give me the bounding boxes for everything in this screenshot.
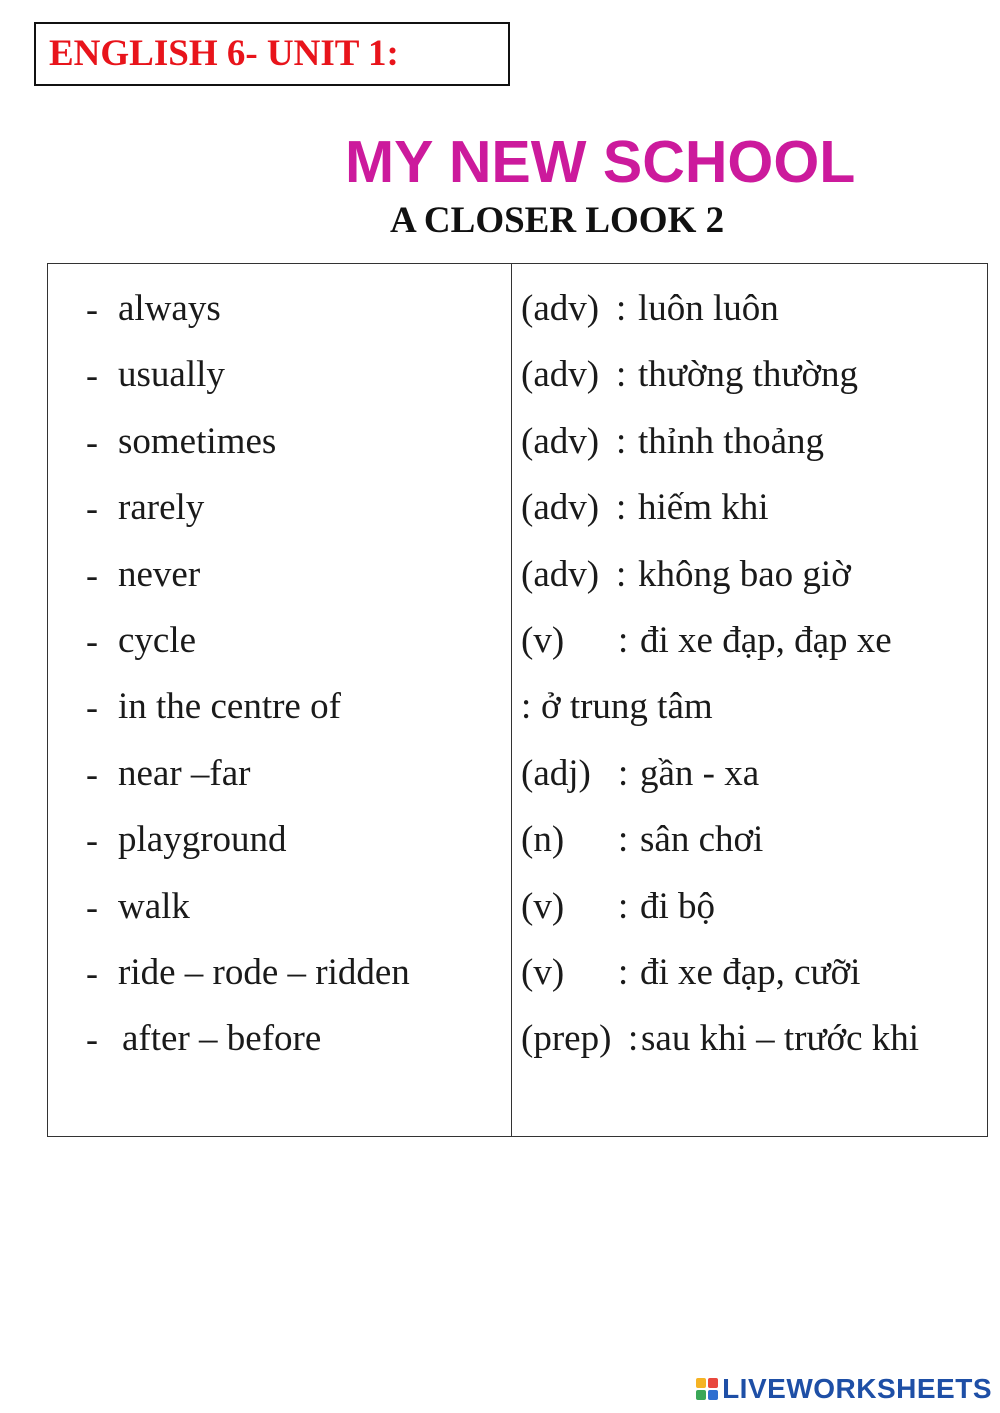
part-of-speech: (adv) — [521, 553, 600, 595]
vocab-row — [48, 814, 987, 880]
bullet-dash: - — [86, 554, 98, 595]
bullet-dash: - — [86, 886, 98, 927]
vocab-row — [48, 482, 987, 548]
part-of-speech: (n) — [521, 819, 565, 861]
part-of-speech: (prep) — [521, 1018, 612, 1060]
separator-colon: : — [618, 819, 629, 861]
unit-label-box — [34, 22, 510, 86]
page-title: MY NEW SCHOOL — [345, 129, 856, 195]
vocab-row — [48, 947, 987, 1013]
vocabulary-table — [47, 263, 988, 1137]
part-of-speech: (adv) — [521, 288, 600, 329]
vocab-meaning: luôn luôn — [638, 288, 779, 329]
bullet-dash: - — [86, 820, 98, 861]
part-of-speech: (adv) — [521, 487, 600, 529]
separator-colon: : — [521, 686, 532, 728]
vocab-meaning: thường thường — [638, 354, 859, 396]
vocab-row — [48, 283, 987, 349]
vocab-word: always — [118, 288, 221, 329]
vocabulary-rows — [48, 283, 987, 1080]
vocab-meaning: thỉnh thoảng — [638, 420, 825, 462]
vocab-row — [48, 349, 987, 415]
vocab-meaning: đi xe đạp, cưỡi — [640, 951, 861, 993]
vocab-meaning: sân chơi — [640, 819, 764, 861]
vocab-word: never — [118, 553, 201, 595]
vocab-row — [48, 881, 987, 947]
vocab-word: after – before — [122, 1018, 322, 1060]
vocab-row — [48, 748, 987, 814]
vocab-meaning: đi bộ — [640, 885, 716, 927]
separator-colon: : — [628, 1018, 639, 1060]
part-of-speech: (v) — [521, 951, 565, 993]
vocab-meaning: ở trung tâm — [541, 686, 713, 728]
vocab-word: near –far — [118, 752, 251, 794]
page-subtitle: A CLOSER LOOK 2 — [390, 200, 725, 241]
bullet-dash: - — [86, 952, 98, 993]
separator-colon: : — [618, 752, 629, 794]
vocab-word: sometimes — [118, 420, 277, 462]
logo-square-yellow — [696, 1378, 706, 1388]
brand-name: LIVEWORKSHEETS — [722, 1373, 992, 1404]
liveworksheets-logo[interactable] — [696, 1373, 992, 1405]
vocab-word: walk — [118, 885, 190, 927]
vocab-word: usually — [118, 354, 225, 396]
logo-square-red — [708, 1378, 718, 1388]
bullet-dash: - — [86, 421, 98, 462]
bullet-dash: - — [86, 620, 98, 661]
unit-label: ENGLISH 6- UNIT 1: — [49, 33, 399, 74]
separator-colon: : — [618, 885, 629, 927]
part-of-speech: (adv) — [521, 420, 600, 462]
separator-colon: : — [616, 553, 627, 595]
liveworksheets-logo-icon — [696, 1378, 718, 1400]
separator-colon: : — [616, 487, 627, 529]
vocab-meaning: hiếm khi — [638, 487, 769, 529]
part-of-speech: (adv) — [521, 354, 600, 396]
vocab-word: rarely — [118, 487, 205, 529]
vocab-row — [48, 1013, 987, 1079]
separator-colon: : — [616, 420, 627, 462]
vocab-word: playground — [118, 819, 287, 861]
logo-square-green — [696, 1390, 706, 1400]
part-of-speech: (v) — [521, 885, 565, 927]
separator-colon: : — [618, 619, 629, 661]
bullet-dash: - — [86, 687, 98, 728]
bullet-dash: - — [86, 753, 98, 794]
vocab-meaning: đi xe đạp, đạp xe — [640, 619, 892, 661]
separator-colon: : — [616, 288, 627, 329]
vocab-row — [48, 615, 987, 681]
separator-colon: : — [618, 951, 629, 993]
vocab-row — [48, 549, 987, 615]
separator-colon: : — [616, 354, 627, 396]
vocab-meaning: không bao giờ — [638, 553, 851, 595]
bullet-dash: - — [86, 1019, 98, 1060]
part-of-speech: (v) — [521, 619, 565, 661]
part-of-speech: (adj) — [521, 752, 591, 794]
bullet-dash: - — [86, 289, 98, 329]
vocab-row — [48, 416, 987, 482]
vocab-meaning: sau khi – trước khi — [641, 1018, 920, 1060]
vocab-word: cycle — [118, 619, 197, 661]
logo-square-blue — [708, 1390, 718, 1400]
bullet-dash: - — [86, 488, 98, 529]
vocab-word: in the centre of — [118, 686, 341, 728]
vocab-word: ride – rode – ridden — [118, 951, 410, 993]
bullet-dash: - — [86, 355, 98, 396]
vocab-row — [48, 681, 987, 747]
vocab-meaning: gần - xa — [640, 752, 760, 794]
